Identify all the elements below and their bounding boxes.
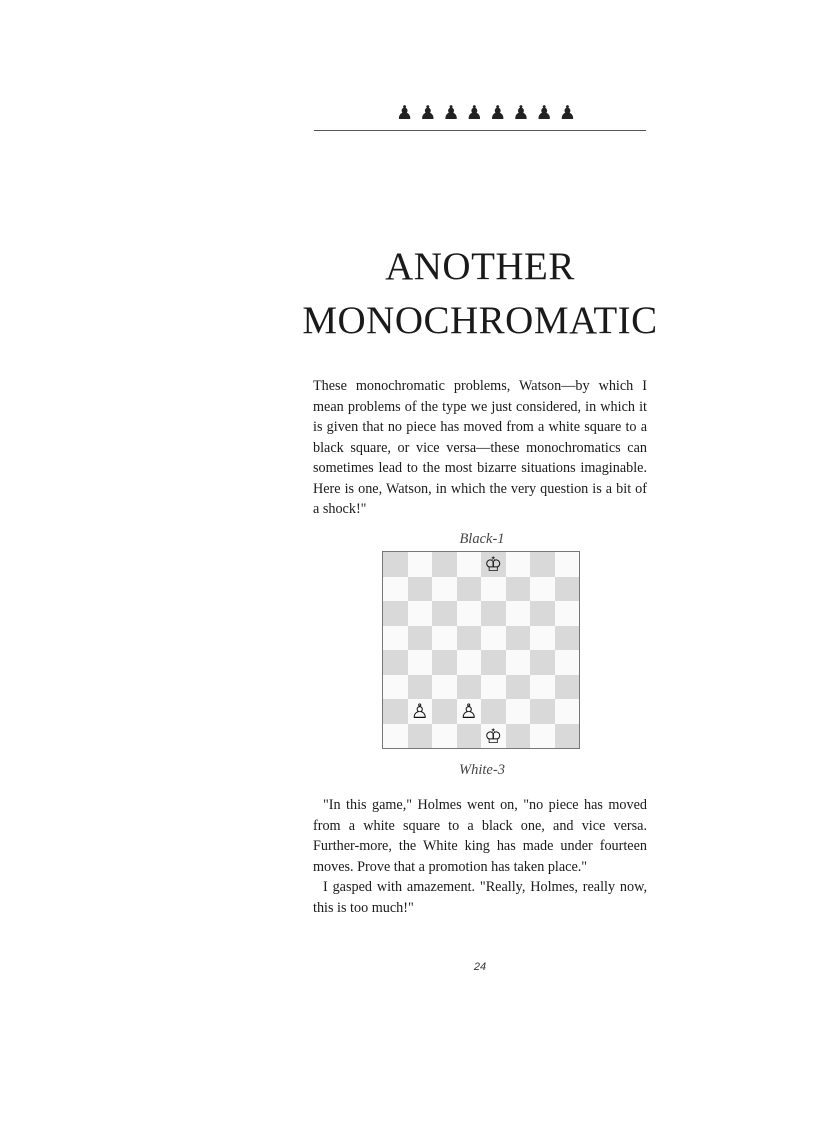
black-king-icon: ♔ (484, 552, 503, 577)
board-square-d2 (457, 699, 482, 724)
white-pawn-icon: ♙ (410, 699, 429, 724)
white-pawn-icon: ♙ (459, 699, 478, 724)
board-square-e1 (481, 724, 506, 749)
white-king-icon: ♔ (484, 723, 503, 748)
board-square-c4 (432, 650, 457, 675)
board-square-f2 (506, 699, 531, 724)
board-square-e7 (481, 577, 506, 602)
chapter-title (280, 240, 680, 348)
board-square-a3 (383, 675, 408, 700)
board-square-c2 (432, 699, 457, 724)
diagram-bottom-label: White-3 (459, 762, 505, 778)
pawn-ornament-icon: ♟ (535, 102, 553, 124)
board-square-f7 (506, 577, 531, 602)
board-square-d3 (457, 675, 482, 700)
board-square-c1 (432, 724, 457, 749)
page-number: 24 (473, 961, 487, 973)
intro-paragraph: These monochromatic problems, Watson—by which I mean problems of the type we just considered, in which it is given that no piece has moved from a white square to a black square, or vice versa—these monochromatics can sometimes lead to the most bizarre situations imaginable. Here is one, Watson, in which the very question is a bit of a shock!" (313, 378, 647, 517)
board-square-g6 (530, 601, 555, 626)
board-square-h2 (555, 699, 580, 724)
board-square-f4 (506, 650, 531, 675)
board-square-d7 (457, 577, 482, 602)
board-square-g4 (530, 650, 555, 675)
board-square-h5 (555, 626, 580, 651)
board-square-f3 (506, 675, 531, 700)
board-square-g5 (530, 626, 555, 651)
board-square-e6 (481, 601, 506, 626)
board-square-c8 (432, 552, 457, 577)
board-square-b4 (408, 650, 433, 675)
closing-paragraph: "In this game," Holmes went on, "no piece has moved from a white square to a black one, and vice versa. Further-more, the White king has made under fourteen moves. Prove that a promotion has taken place." (313, 797, 647, 875)
board-square-g1 (530, 724, 555, 749)
pawn-ornament-icon: ♟ (489, 102, 507, 124)
pawn-ornament-icon: ♟ (442, 102, 460, 124)
board-square-c7 (432, 577, 457, 602)
board-square-a2 (383, 699, 408, 724)
board-square-b6 (408, 601, 433, 626)
board-square-f6 (506, 601, 531, 626)
board-square-h7 (555, 577, 580, 602)
board-square-c3 (432, 675, 457, 700)
board-square-g2 (530, 699, 555, 724)
board-square-f8 (506, 552, 531, 577)
board-square-b3 (408, 675, 433, 700)
board-square-b8 (408, 552, 433, 577)
pawn-ornament-icon: ♟ (558, 102, 576, 124)
board-square-h1 (555, 724, 580, 749)
board-square-g7 (530, 577, 555, 602)
board-square-a1 (383, 724, 408, 749)
closing-paragraph: I gasped with amazement. "Really, Holmes, really now, this is too much!" (313, 879, 647, 916)
board-square-b1 (408, 724, 433, 749)
chapter-title-line-2: MONOCHROMATIC (302, 299, 658, 342)
board-square-e2 (481, 699, 506, 724)
header-rule (314, 130, 646, 131)
pawn-ornament-icon: ♟ (396, 102, 414, 124)
board-square-a8 (383, 552, 408, 577)
board-square-a5 (383, 626, 408, 651)
board-square-c5 (432, 626, 457, 651)
board-square-d5 (457, 626, 482, 651)
board-square-d1 (457, 724, 482, 749)
board-square-b5 (408, 626, 433, 651)
board-square-d8 (457, 552, 482, 577)
board-square-b2 (408, 699, 433, 724)
board-square-e3 (481, 675, 506, 700)
board-square-g8 (530, 552, 555, 577)
diagram-top-label: Black-1 (459, 531, 505, 547)
board-square-b7 (408, 577, 433, 602)
board-square-e5 (481, 626, 506, 651)
board-square-a6 (383, 601, 408, 626)
board-square-f5 (506, 626, 531, 651)
board-square-a7 (383, 577, 408, 602)
board-square-h4 (555, 650, 580, 675)
board-square-c6 (432, 601, 457, 626)
board-square-a4 (383, 650, 408, 675)
board-square-h8 (555, 552, 580, 577)
board-square-d6 (457, 601, 482, 626)
chapter-title-line-1: ANOTHER (385, 245, 575, 288)
closing-text (313, 795, 647, 918)
board-square-d4 (457, 650, 482, 675)
header-pawn-ornament (396, 99, 576, 123)
board-square-e8 (481, 552, 506, 577)
pawn-ornament-icon: ♟ (465, 102, 483, 124)
board-square-g3 (530, 675, 555, 700)
pawn-ornament-icon: ♟ (512, 102, 530, 124)
board-square-f1 (506, 724, 531, 749)
board-square-h3 (555, 675, 580, 700)
board-square-h6 (555, 601, 580, 626)
chess-diagram (382, 551, 580, 749)
pawn-ornament-icon: ♟ (419, 102, 437, 124)
board-square-e4 (481, 650, 506, 675)
